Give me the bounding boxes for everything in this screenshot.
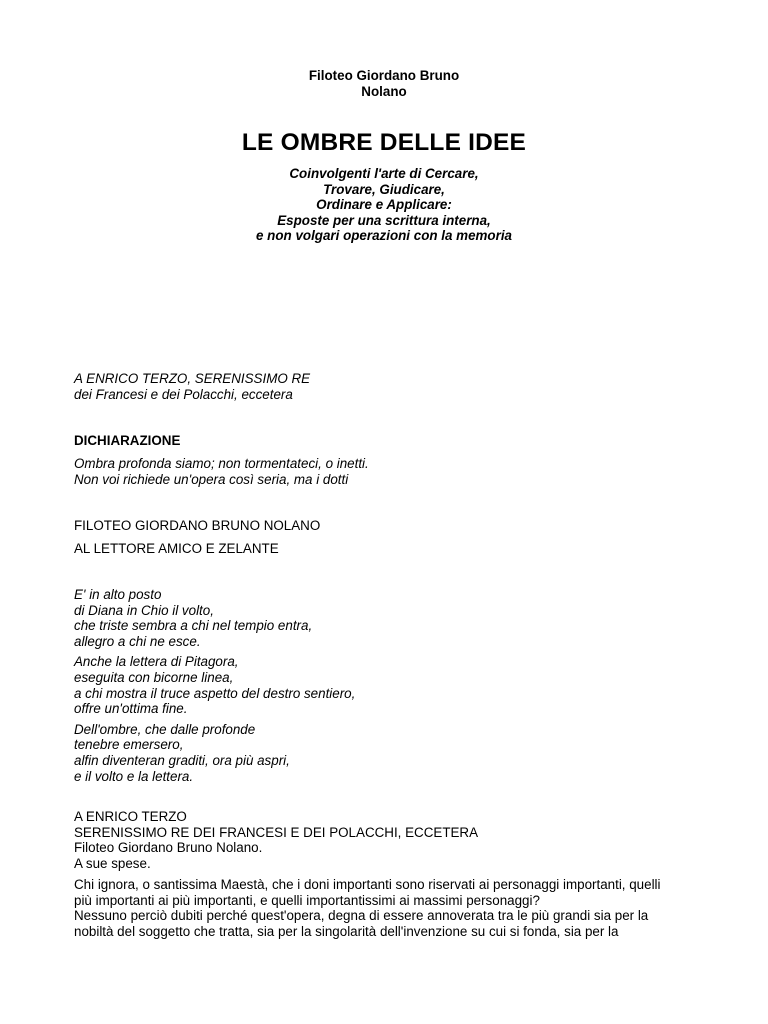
declaration-line: Non voi richiede un'opera così seria, ma i dotti (74, 471, 349, 487)
poem (74, 587, 714, 789)
document-subtitle (0, 166, 768, 244)
poem-line: E' in alto posto (74, 587, 162, 602)
reader-address-line1: FILOTEO GIORDANO BRUNO NOLANO (74, 518, 321, 533)
subtitle-line: Coinvolgenti l'arte di Cercare, (289, 166, 479, 181)
poem-line: di Diana in Chio il volto, (74, 602, 214, 618)
letter-heading-line: SERENISSIMO RE DEI FRANCESI E DEI POLACCHI, ECCETERA (74, 824, 479, 840)
letter-body (74, 877, 714, 939)
poem-stanza (74, 587, 714, 649)
poem-line: che triste sembra a chi nel tempio entra, (74, 618, 313, 634)
letter-heading (74, 809, 714, 871)
dedication (74, 371, 714, 402)
dedication-line: A ENRICO TERZO, SERENISSIMO RE (74, 371, 311, 386)
subtitle-line: Esposte per una scrittura interna, (277, 212, 491, 228)
letter-body-line: Nessuno perciò dubiti perché quest'opera, degna di essere annoverata tra le più grandi sia per la (74, 908, 649, 924)
declaration-text (74, 456, 714, 487)
poem-line: Dell'ombre, che dalle profonde (74, 721, 256, 737)
poem-line: a chi mostra il truce aspetto del destro sentiero, (74, 685, 356, 701)
letter-body-line: più importanti ai più importanti, e quelli importantissimi ai massimi personaggi? (74, 892, 540, 908)
author-block (0, 68, 768, 100)
author-name: Filoteo Giordano Bruno (308, 68, 460, 83)
letter-heading-line: A ENRICO TERZO (74, 809, 187, 824)
reader-address-line2: AL LETTORE AMICO E ZELANTE (74, 541, 279, 556)
poem-line: e il volto e la lettera. (74, 768, 194, 784)
poem-line: eseguita con bicorne linea, (74, 669, 234, 685)
letter-body-line: nobiltà del soggetto che tratta, sia per la singolarità dell'invenzione su cui si fonda, sia per la (74, 923, 619, 939)
poem-line: tenebre emersero, (74, 737, 184, 753)
letter-heading-line: Filoteo Giordano Bruno Nolano. (74, 840, 263, 856)
subtitle-line: e non volgari operazioni con la memoria (256, 228, 512, 244)
subtitle-line: Ordinare e Applicare: (316, 197, 452, 213)
document-title: LE OMBRE DELLE IDEE (241, 129, 527, 156)
author-origin: Nolano (361, 83, 407, 99)
poem-line: offre un'ottima fine. (74, 701, 188, 717)
poem-line: allegro a chi ne esce. (74, 633, 201, 649)
poem-stanza (74, 654, 714, 716)
poem-line: alfin diventeran graditi, ora più aspri, (74, 752, 290, 768)
poem-line: Anche la lettera di Pitagora, (74, 654, 239, 670)
declaration-heading: DICHIARAZIONE (74, 433, 181, 448)
dedication-line: dei Francesi e dei Polacchi, eccetera (74, 386, 293, 402)
poem-stanza (74, 722, 714, 784)
declaration-line: Ombra profonda siamo; non tormentateci, o inetti. (74, 456, 369, 471)
letter-body-line: Chi ignora, o santissima Maestà, che i doni importanti sono riservati ai personaggi importanti, quelli (74, 877, 661, 892)
letter-heading-line: A sue spese. (74, 855, 151, 871)
subtitle-line: Trovare, Giudicare, (323, 181, 445, 197)
